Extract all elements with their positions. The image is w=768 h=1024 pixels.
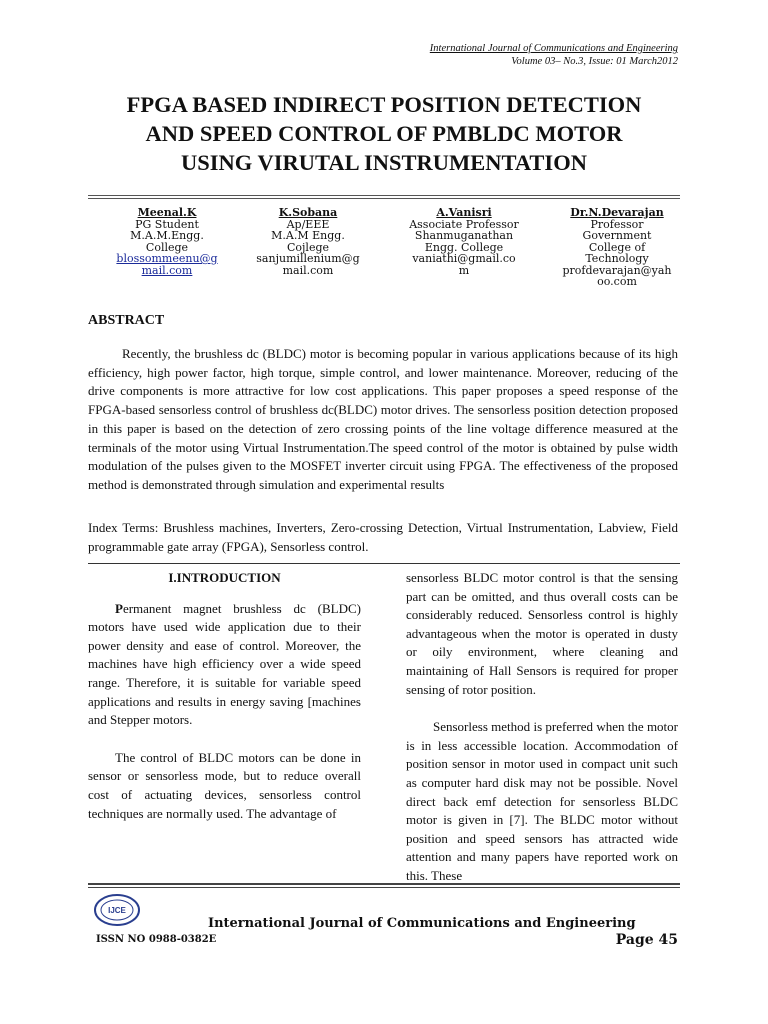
author-block xyxy=(243,207,373,276)
title-line: FPGA BASED INDIRECT POSITION DETECTION xyxy=(126,92,642,117)
author-affiliation: Shanmuganathan xyxy=(414,229,514,242)
author-name: A.Vanisri xyxy=(436,206,492,219)
author-email: sanjumillenium@g xyxy=(256,252,360,265)
author-affiliation: PG Student xyxy=(135,217,199,231)
issn: ISSN NO 0988-0382E xyxy=(96,934,217,945)
footer-journal: International Journal of Communications and Engineering xyxy=(208,916,636,931)
introduction-heading: I.INTRODUCTION xyxy=(168,570,281,585)
footer-rule xyxy=(88,883,680,885)
footer-rule xyxy=(88,887,680,888)
author-affiliation: College of xyxy=(588,240,646,254)
author-affiliation: Technology xyxy=(585,252,649,265)
author-affiliation: Engg. College xyxy=(424,240,504,254)
paper-title xyxy=(60,90,708,177)
drop-cap: P xyxy=(115,600,123,616)
abstract-heading: ABSTRACT xyxy=(88,313,165,328)
author-affiliation: Cojlege xyxy=(286,240,330,254)
running-header-volume: Volume 03– No.3, Issue: 01 March2012 xyxy=(511,56,678,67)
author-affiliation: Government xyxy=(582,229,652,242)
index-terms: Index Terms: Brushless machines, Inverters, Zero-crossing Detection, Virtual Instrumentation, Labview, Field programmable gate array (FPGA), Sensorless control. xyxy=(88,520,678,554)
body-paragraph: The control of BLDC motors can be done in sensor or sensorless mode, but to reduce overall cost of actuating devices, sensorless control techniques are normally used. The advantage of xyxy=(88,749,361,821)
author-email: mail.com xyxy=(282,263,334,277)
author-affiliation: College xyxy=(145,240,189,254)
author-email: oo.com xyxy=(597,275,637,288)
left-column xyxy=(88,569,361,823)
body-paragraph: Sensorless method is preferred when the motor is in less accessible location. Accommodation of position sensor in motor used in compact unit such as computer hard disk may not be possible. Novel direct back emf detection for sensorless BLDC motor is given in [7]. The BLDC motor without position and speed sensors has attracted wide attention and many papers have reported work on this. These xyxy=(406,719,678,883)
author-name: Meenal.K xyxy=(137,206,197,219)
author-email: vaniathi@gmail.co xyxy=(412,252,516,265)
author-affiliation: M.A.M.Engg. xyxy=(130,229,204,242)
author-affiliation: Professor xyxy=(590,217,644,231)
page-number: Page 45 xyxy=(615,932,678,948)
author-affiliation: M.A.M Engg. xyxy=(271,229,345,242)
author-block xyxy=(394,207,534,276)
author-block xyxy=(547,207,687,288)
body-paragraph: sensorless BLDC motor control is that the sensing part can be omitted, and thus overall costs can be considerably reduced. Sensorless control is highly advantageous when the motor is operated in dusty or oily environment, where cleaning and maintaining of Hall Sensors is required for proper sensing of rotor position. xyxy=(406,570,678,697)
logo-text: IJCE xyxy=(108,906,126,915)
paragraph-text: ermanent magnet brushless dc (BLDC) motors have used wide application due to their power density and ease of control. Moreover, the machines have high efficiency over a wide speed range. Therefore, it is suitable for variable speed applications and results in energy saving [machines and Stepper motors. xyxy=(88,600,361,728)
author-name: K.Sobana xyxy=(278,206,338,219)
author-email-link[interactable]: blossommeenu@g xyxy=(116,252,218,265)
title-line: AND SPEED CONTROL OF PMBLDC MOTOR xyxy=(145,121,623,146)
author-email-link[interactable]: mail.com xyxy=(141,263,193,277)
body-paragraph xyxy=(88,600,361,730)
author-email: profdevarajan@yah xyxy=(562,263,672,277)
title-rule xyxy=(88,195,680,196)
author-block xyxy=(102,207,232,276)
section-divider xyxy=(88,563,680,564)
abstract-text: Recently, the brushless dc (BLDC) motor is becoming popular in various applications because of its high efficiency, high power factor, high torque, simple control, and lower maintenance. Moreover, reducing of the drive components is more attractive for low cost applications. This paper proposes a speed response of the FPGA-based sensorless control of brushless dc(BLDC) motor drives. The sensorless position detection proposed in this paper is based on the detection of zero crossing points of the line voltage difference measured at the terminals of the motor using Virtual Instrumentation.The speed control of the motor is obtained by pulse width modulation of the pulses given to the MOSFET inverter circuit using FPGA. The effectiveness of the proposed method is demonstrated through simulation and experimental results xyxy=(88,346,678,492)
journal-logo-icon xyxy=(93,893,141,927)
running-header-journal: International Journal of Communications and Engineering xyxy=(429,43,678,54)
title-line: USING VIRUTAL INSTRUMENTATION xyxy=(181,150,587,175)
title-rule xyxy=(88,198,680,199)
author-name: Dr.N.Devarajan xyxy=(570,206,664,219)
right-column xyxy=(406,569,678,886)
author-affiliation: Ap/EEE xyxy=(286,217,330,231)
author-email: m xyxy=(458,263,470,277)
author-affiliation: Associate Professor xyxy=(409,217,519,231)
